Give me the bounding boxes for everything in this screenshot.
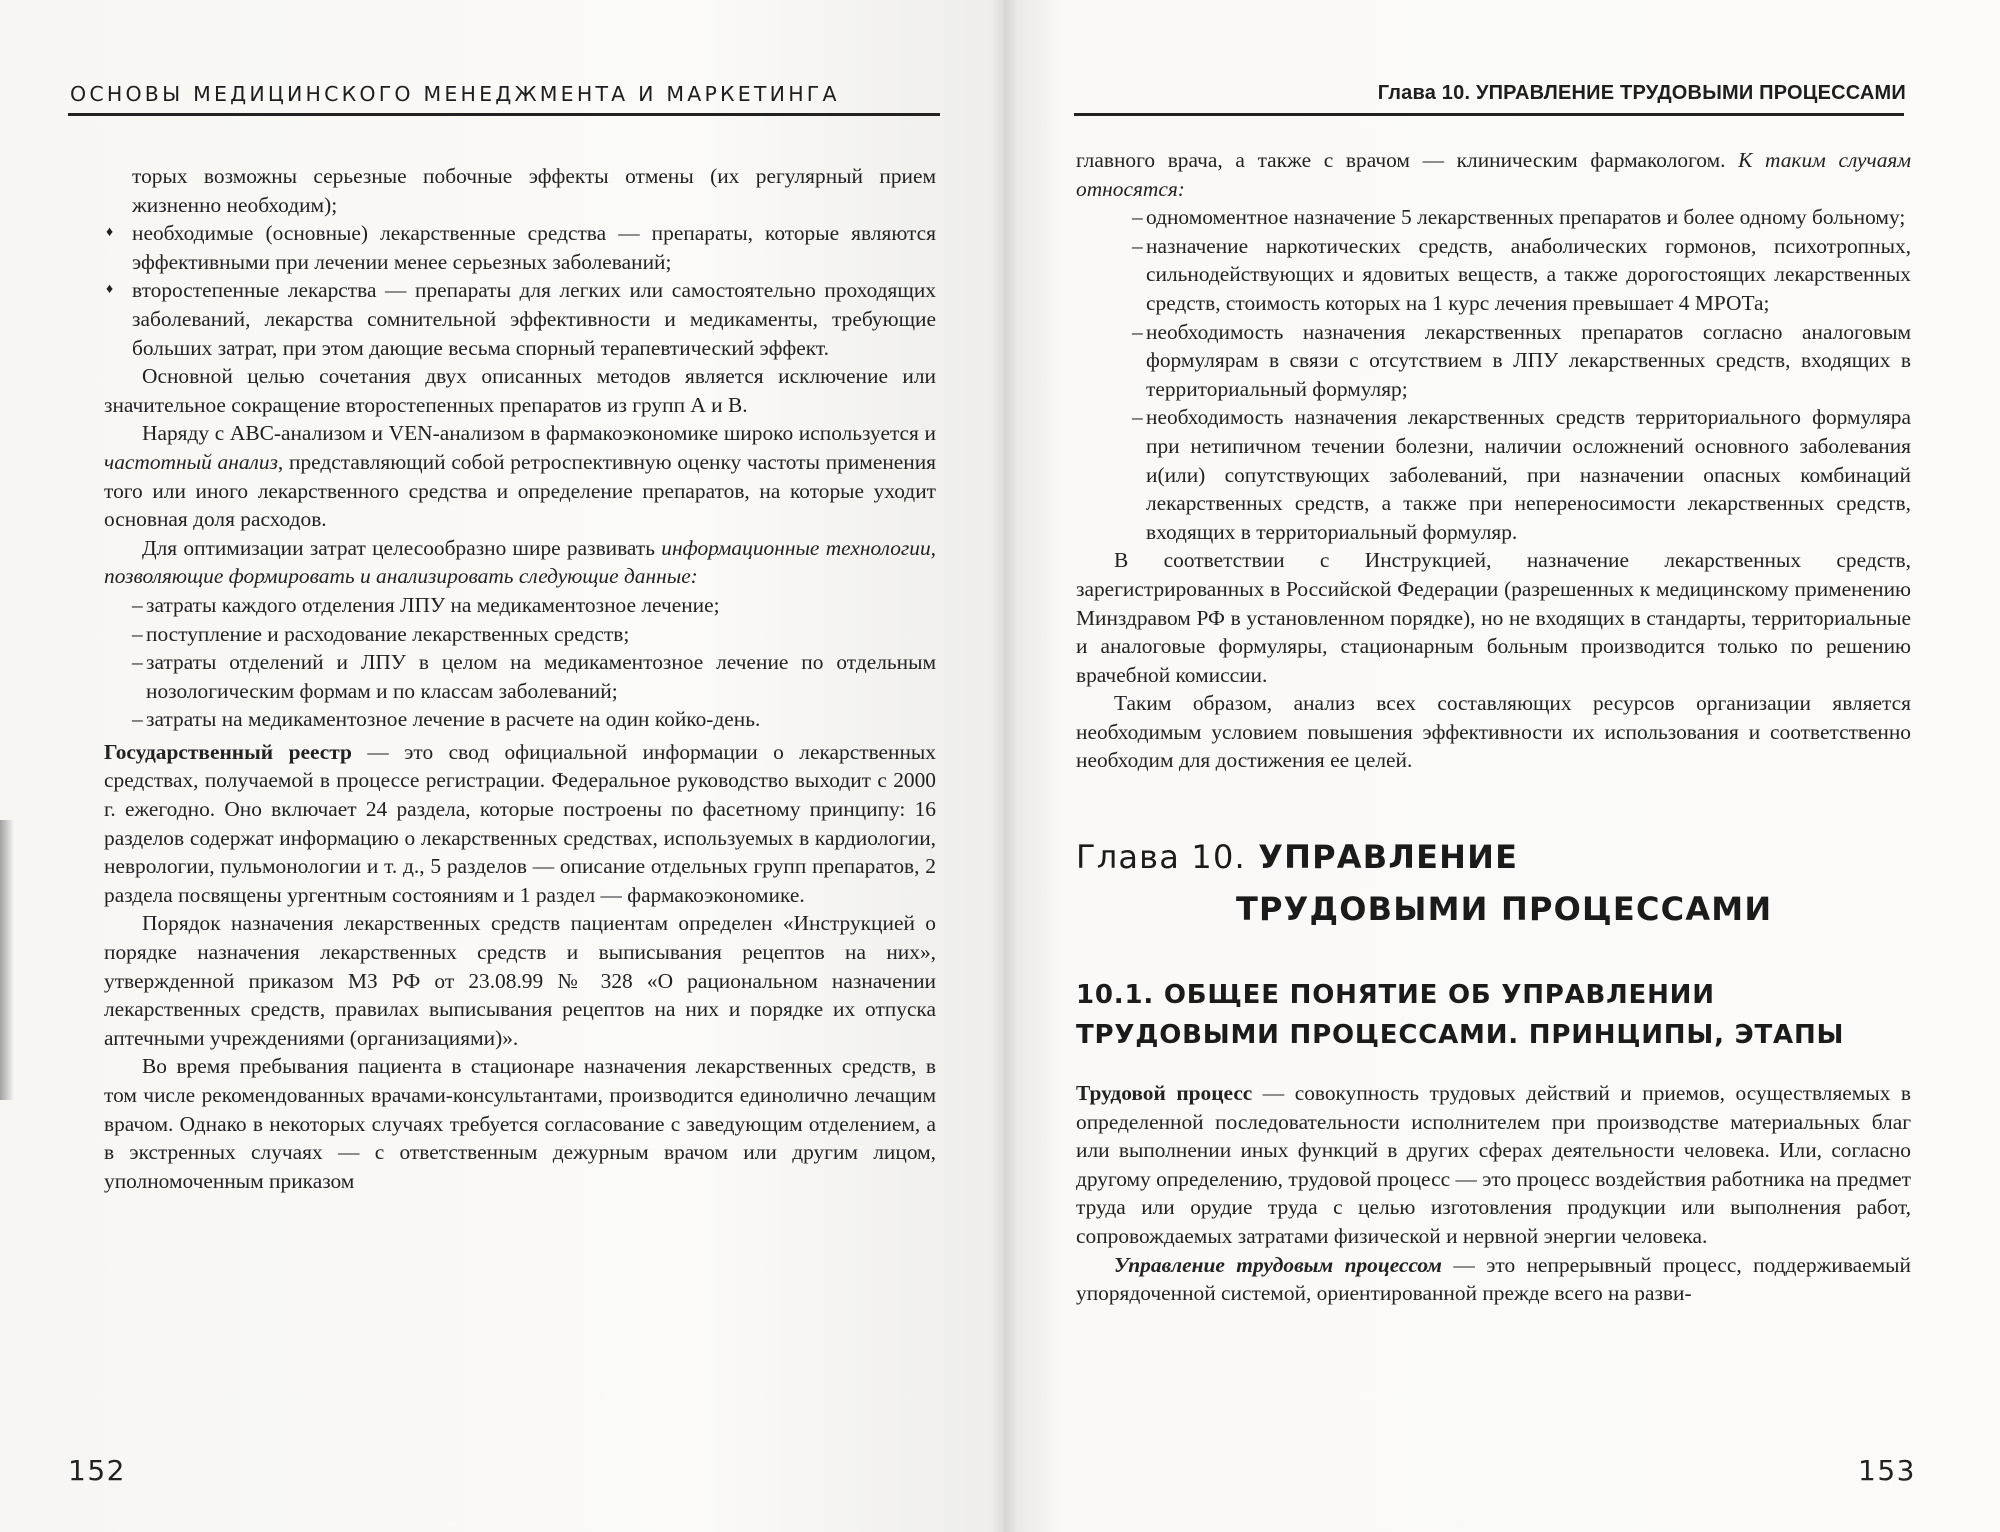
chapter-prefix: Глава 10.: [1076, 838, 1246, 877]
paragraph: Основной целью сочетания двух описанных методов является исключение или значительное сокращение второстепенных препаратов из групп А и В.: [104, 364, 936, 417]
list-item: ♦ второстепенные лекарства — препараты для легких или самостоятельно проходящих заболеваний, лекарства сомнительной эффективности и медикаменты, требующие больших затрат, при этом дающие весьма спорный терапевтический эффект.: [104, 276, 936, 362]
section-title-line: ТРУДОВЫМИ ПРОЦЕССАМИ. ПРИНЦИПЫ, ЭТАПЫ: [1076, 1020, 1845, 1051]
paragraph: [1076, 146, 1911, 203]
page-edge-shadow: [0, 820, 14, 1100]
text-run: главного врача, а также с врачом — клиническим фармакологом.: [1076, 148, 1739, 172]
term: Управление трудовым процессом: [1114, 1252, 1442, 1277]
text-run: — совокупность трудовых действий и приемов, осуществляемых в определенной последовательности исполнителем при производстве материальных благ или выполнении иных функций в других сферах деятельности человека. Или, согласно другому определению, трудовой процесс — это процесс воздействия работника на предмет труда или орудие труда с целью изготовления продукции или выполнения работ, сопровождаемых затратами физической и нервной энергии человека.: [1076, 1081, 1912, 1249]
bullet-list: [104, 219, 936, 362]
term: Государственный реестр: [104, 739, 352, 764]
list-item: – одномоментное назначение 5 лекарственных препаратов и более одному больному;: [1132, 203, 1911, 232]
book-gutter: [990, 0, 1018, 1532]
right-page: [1004, 0, 2000, 1532]
header-rule-left: [68, 113, 940, 116]
list-item: – затраты отделений и ЛПУ в целом на медикаментозное лечение по отдельным нозологическим формам и по классам заболеваний;: [132, 648, 936, 705]
paragraph: [104, 534, 936, 591]
chapter-heading: [1076, 831, 1911, 935]
paragraph: [104, 419, 936, 533]
text-run: Для оптимизации затрат целесообразно шире развивать: [142, 535, 662, 560]
page-number-right: 153: [1858, 1454, 1916, 1487]
section-title-line: 10.1. ОБЩЕЕ ПОНЯТИЕ ОБ УПРАВЛЕНИИ: [1076, 980, 1715, 1011]
section-heading: [1076, 975, 1911, 1055]
text-run: — это непрерывный процесс, поддерживаемый упорядоченной системой, ориентированной прежде всего на разви-: [1076, 1252, 1911, 1306]
page-number-left: 152: [68, 1454, 126, 1487]
list-item: – назначение наркотических средств, анаболических гормонов, психотропных, сильнодействующих и ядовитых веществ, а также дорогостоящих лекарственных средств, стоимость которых на 1 курс лечения превышает 4 МРОТа;: [1132, 232, 1911, 318]
dash-list: [104, 591, 936, 734]
emphasis: К таким случаям относятся:: [1076, 148, 1911, 201]
chapter-title-line: УПРАВЛЕНИЕ: [1258, 838, 1519, 877]
list-item: – необходимость назначения лекарственных препаратов согласно аналоговым формулярам в связи с отсутствием в ЛПУ лекарственных средств, входящих в территориальный формуляр;: [1132, 318, 1911, 404]
running-head-right: Глава 10. УПРАВЛЕНИЕ ТРУДОВЫМИ ПРОЦЕССАМИ: [1377, 82, 1906, 104]
text-run: , представляющий собой ретроспективную оценку частоты применения того или иного лекарственного средства и определение препаратов, на которые уходит основная доля расходов.: [104, 449, 936, 532]
list-item: – необходимость назначения лекарственных средств территориального формуляра при нетипичном течении болезни, наличии осложнений основного заболевания и(или) сопутствующих заболеваний, при назначении опасных комбинаций лекарственных средств, а также при непереносимости лекарственных средств, входящих в территориальный формуляр.: [1132, 403, 1911, 546]
text-run: — это свод официальной информации о лекарственных средствах, получаемой в процессе регистрации. Федеральное руководство выходит с 2000 г. ежегодно. Оно включает 24 раздела, которые построены по фасетному принципу: 16 разделов содержат информацию о лекарственных средствах, используемых в кардиологии, неврологии, пульмонологии и т. д., 5 разделов — описание отдельных групп препаратов, 2 раздела посвящены ургентным состояниям и 1 раздел — фармакоэкономике.: [104, 739, 936, 907]
paragraph: Порядок назначения лекарственных средств пациентам определен «Инструкцией о порядке назначения лекарственных средств и выписывания рецептов на них», утвержденной приказом МЗ РФ от 23.08.99 № 328 «О рациональном назначении лекарственных средств, правилах выписывания рецептов на них и порядке их отпуска аптечными учреждениями (организациями)».: [104, 911, 936, 1050]
list-item: – поступление и расходование лекарственных средств;: [132, 620, 936, 649]
header-rule-right: [1074, 113, 1904, 116]
paragraph: В соответствии с Инструкцией, назначение лекарственных средств, зарегистрированных в Российской Федерации (разрешенных к медицинскому применению Минздравом РФ в установленном порядке), но не входящих в стандарты, территориальные и аналоговые формуляры, стационарным больным производится только по решению врачебной комиссии.: [1076, 548, 1911, 687]
paragraph: [1076, 1251, 1911, 1308]
term: Трудовой процесс: [1076, 1081, 1253, 1106]
paragraph: Во время пребывания пациента в стационаре назначения лекарственных средств, в том числе рекомендованных врачами-консультантами, производится единолично лечащим врачом. Однако в некоторых случаях требуется согласование с заведующим отделением, а в экстренных случаях — с ответственным дежурным врачом или другим лицом, уполномоченным приказом: [104, 1054, 936, 1193]
emphasis: информационные технологии, позволяющие формировать и анализировать следующие данные:: [104, 535, 936, 589]
list-item: – затраты каждого отделения ЛПУ на медикаментозное лечение;: [132, 591, 936, 620]
list-continuation: торых возможны серьезные побочные эффекты отмены (их регулярный прием жизненно необходим);: [132, 164, 936, 217]
running-head-left: ОСНОВЫ МЕДИЦИНСКОГО МЕНЕДЖМЕНТА И МАРКЕТИНГА: [70, 82, 840, 106]
paragraph: [104, 738, 936, 910]
text-run: Наряду с ABC-анализом и VEN-анализом в фармакоэкономике широко используется и: [142, 421, 936, 446]
paragraph: [1076, 1079, 1911, 1251]
list-item: – затраты на медикаментозное лечение в расчете на один койко-день.: [132, 705, 936, 734]
right-text-column: [1076, 146, 1911, 1308]
chapter-title-line: ТРУДОВЫМИ ПРОЦЕССАМИ: [1236, 890, 1773, 929]
left-text-column: [104, 162, 936, 1195]
paragraph: Таким образом, анализ всех составляющих ресурсов организации является необходимым условием повышения эффективности их использования и соответственно необходим для достижения ее целей.: [1076, 691, 1911, 773]
emphasis: частотный анализ: [104, 449, 278, 474]
dash-list: [1076, 203, 1911, 546]
list-item: ♦ необходимые (основные) лекарственные средства — препараты, которые являются эффективными при лечении менее серьезных заболеваний;: [104, 219, 936, 276]
